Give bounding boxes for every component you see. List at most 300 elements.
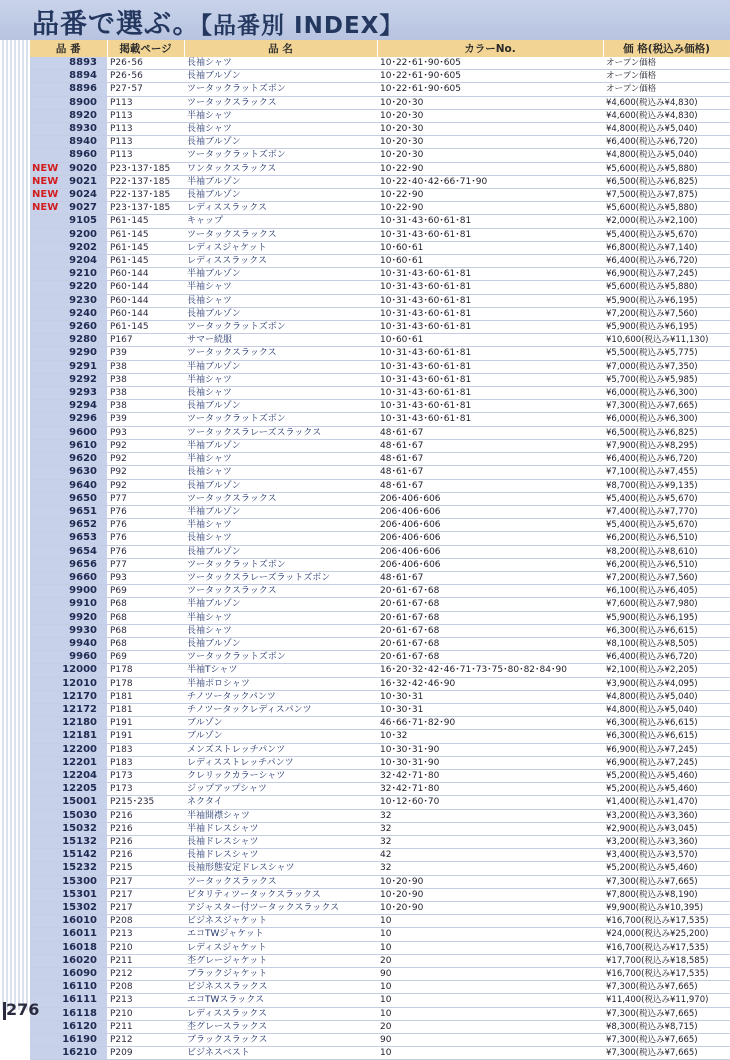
cell-price: ¥3,900(税込み¥4,095)	[603, 677, 730, 690]
cell-price: ¥16,700(税込み¥17,535)	[603, 968, 730, 981]
cell-price: ¥6,900(税込み¥7,245)	[603, 756, 730, 769]
product-number: 9024	[69, 189, 97, 201]
cell-price: ¥3,400(税込み¥3,570)	[603, 849, 730, 862]
cell-product-name: レディスジャケット	[184, 941, 377, 954]
cell-product-no	[30, 743, 107, 756]
cell-color-no: 16･32･42･46･90	[377, 677, 603, 690]
product-number: 9910	[69, 598, 97, 610]
cell-product-name: 半袖シャツ	[184, 611, 377, 624]
cell-price: ¥6,300(税込み¥6,615)	[603, 717, 730, 730]
product-number: 9640	[69, 479, 97, 491]
product-number: 15032	[62, 822, 97, 834]
cell-color-no: 206･406･606	[377, 532, 603, 545]
product-number: 9202	[69, 241, 97, 253]
column-header-product-no: 品 番	[30, 40, 107, 57]
product-number: 9260	[69, 321, 97, 333]
cell-color-no: 90	[377, 1034, 603, 1047]
table-row	[30, 690, 730, 703]
product-number: 8893	[69, 57, 97, 68]
left-stripe-band	[0, 40, 30, 1010]
product-number: 9652	[69, 519, 97, 531]
cell-product-name: 長袖ブルゾン	[184, 637, 377, 650]
table-row	[30, 730, 730, 743]
cell-price: ¥4,600(税込み¥4,830)	[603, 109, 730, 122]
table-row	[30, 466, 730, 479]
table-row	[30, 941, 730, 954]
cell-page: P178	[107, 664, 184, 677]
cell-color-no: 10	[377, 915, 603, 928]
cell-product-name: ツータックラットズボン	[184, 149, 377, 162]
cell-product-name: メンズストレッチパンツ	[184, 743, 377, 756]
table-row	[30, 413, 730, 426]
cell-product-no	[30, 769, 107, 782]
cell-color-no: 10･20･90	[377, 875, 603, 888]
table-row	[30, 202, 730, 215]
cell-product-no	[30, 255, 107, 268]
cell-product-no	[30, 664, 107, 677]
cell-page: P113	[107, 109, 184, 122]
product-number: 9200	[69, 228, 97, 240]
cell-product-no	[30, 703, 107, 716]
cell-color-no: 10･30･31	[377, 703, 603, 716]
table-row	[30, 307, 730, 320]
cell-price: ¥6,400(税込み¥6,720)	[603, 255, 730, 268]
cell-product-name: ビタリティツータックスラックス	[184, 888, 377, 901]
cell-price: ¥6,200(税込み¥6,510)	[603, 558, 730, 571]
cell-product-name: レディススラックス	[184, 202, 377, 215]
cell-color-no: 10･31･43･60･61･81	[377, 360, 603, 373]
product-number: 9290	[69, 347, 97, 359]
cell-product-name: 半袖シャツ	[184, 109, 377, 122]
cell-page: P22･137･185	[107, 189, 184, 202]
cell-product-no	[30, 1047, 107, 1060]
cell-product-no	[30, 558, 107, 571]
table-row	[30, 822, 730, 835]
cell-color-no: 10･31･43･60･61･81	[377, 347, 603, 360]
cell-product-no	[30, 373, 107, 386]
cell-product-no	[30, 189, 107, 202]
cell-page: P191	[107, 730, 184, 743]
table-row	[30, 624, 730, 637]
cell-price: ¥6,500(税込み¥6,825)	[603, 175, 730, 188]
table-row	[30, 255, 730, 268]
cell-product-no	[30, 360, 107, 373]
cell-product-name: 半袖Tシャツ	[184, 664, 377, 677]
product-number: 12170	[62, 690, 97, 702]
cell-product-name: チノツータックパンツ	[184, 690, 377, 703]
table-row	[30, 611, 730, 624]
cell-product-name: 長袖シャツ	[184, 57, 377, 70]
cell-product-name: 半袖ブルゾン	[184, 360, 377, 373]
cell-product-no	[30, 941, 107, 954]
cell-color-no: 10･31･43･60･61･81	[377, 321, 603, 334]
cell-price: ¥5,600(税込み¥5,880)	[603, 202, 730, 215]
cell-product-name: 長袖ブルゾン	[184, 307, 377, 320]
cell-page: P68	[107, 637, 184, 650]
cell-color-no: 48･61･67	[377, 479, 603, 492]
product-number: 9105	[69, 215, 97, 227]
cell-color-no: 10･22･61･90･605	[377, 83, 603, 96]
cell-page: P77	[107, 492, 184, 505]
cell-product-no	[30, 109, 107, 122]
table-row	[30, 888, 730, 901]
cell-product-name: ツータックスラックス	[184, 347, 377, 360]
page-header	[0, 0, 730, 40]
cell-price: オープン価格	[603, 83, 730, 96]
cell-price: ¥7,900(税込み¥8,295)	[603, 439, 730, 452]
cell-product-name: 半袖開襟シャツ	[184, 809, 377, 822]
cell-page: P92	[107, 479, 184, 492]
cell-price: ¥6,100(税込み¥6,405)	[603, 585, 730, 598]
cell-page: P76	[107, 532, 184, 545]
cell-price: ¥6,000(税込み¥6,300)	[603, 387, 730, 400]
cell-page: P38	[107, 387, 184, 400]
cell-price: ¥8,700(税込み¥9,135)	[603, 479, 730, 492]
cell-product-no	[30, 387, 107, 400]
table-row	[30, 651, 730, 664]
table-row	[30, 532, 730, 545]
cell-price: ¥7,300(税込み¥7,665)	[603, 1034, 730, 1047]
product-number: 9291	[69, 360, 97, 372]
cell-page: P211	[107, 954, 184, 967]
cell-product-name: ツータックスラックス	[184, 96, 377, 109]
product-number: 9660	[69, 571, 97, 583]
table-row	[30, 96, 730, 109]
cell-color-no: 10･22･40･42･66･71･90	[377, 175, 603, 188]
cell-price: ¥17,700(税込み¥18,585)	[603, 954, 730, 967]
title-subtitle: 【品番別 INDEX】	[200, 13, 404, 39]
cell-color-no: 10･31･43･60･61･81	[377, 413, 603, 426]
cell-product-name: ツータックラットズボン	[184, 651, 377, 664]
cell-page: P183	[107, 756, 184, 769]
cell-product-no	[30, 902, 107, 915]
cell-color-no: 48･61･67	[377, 426, 603, 439]
cell-product-no	[30, 888, 107, 901]
cell-product-name: レディススラックス	[184, 1007, 377, 1020]
cell-color-no: 10･31･43･60･61･81	[377, 307, 603, 320]
cell-price: ¥3,200(税込み¥3,360)	[603, 835, 730, 848]
product-number: 8960	[69, 149, 97, 161]
table-row	[30, 162, 730, 175]
cell-page: P23･137･185	[107, 162, 184, 175]
page-title	[32, 2, 403, 41]
cell-product-no	[30, 453, 107, 466]
cell-page: P178	[107, 677, 184, 690]
table-row	[30, 347, 730, 360]
cell-color-no: 10	[377, 1047, 603, 1060]
cell-product-no	[30, 624, 107, 637]
cell-color-no: 42	[377, 849, 603, 862]
cell-product-no	[30, 202, 107, 215]
cell-color-no: 10･31･43･60･61･81	[377, 268, 603, 281]
cell-product-no	[30, 162, 107, 175]
cell-product-no	[30, 849, 107, 862]
product-number: 15142	[62, 849, 97, 861]
product-number: 9620	[69, 453, 97, 465]
product-number: 9940	[69, 637, 97, 649]
cell-page: P77	[107, 558, 184, 571]
cell-product-no	[30, 149, 107, 162]
product-number: 9930	[69, 624, 97, 636]
cell-product-no	[30, 519, 107, 532]
cell-price: ¥7,300(税込み¥7,665)	[603, 1007, 730, 1020]
cell-product-name: サマー続服	[184, 334, 377, 347]
cell-price: ¥7,300(税込み¥7,665)	[603, 400, 730, 413]
cell-product-name: レディススラックス	[184, 255, 377, 268]
cell-color-no: 10･20･30	[377, 96, 603, 109]
cell-product-name: 半袖ブルゾン	[184, 439, 377, 452]
product-number: 15232	[62, 862, 97, 874]
product-number: 16190	[62, 1034, 97, 1046]
cell-page: P213	[107, 994, 184, 1007]
table-row	[30, 703, 730, 716]
cell-page: P38	[107, 373, 184, 386]
cell-price: ¥5,900(税込み¥6,195)	[603, 611, 730, 624]
cell-color-no: 206･406･606	[377, 492, 603, 505]
product-number: 8920	[69, 109, 97, 121]
cell-page: P92	[107, 439, 184, 452]
cell-page: P39	[107, 413, 184, 426]
cell-price: ¥7,800(税込み¥8,190)	[603, 888, 730, 901]
cell-product-no	[30, 611, 107, 624]
cell-product-name: 長袖ブルゾン	[184, 479, 377, 492]
table-body	[30, 57, 730, 1060]
cell-product-name: 半袖シャツ	[184, 519, 377, 532]
product-number: 12204	[62, 769, 97, 781]
cell-color-no: 10･60･61	[377, 255, 603, 268]
table-row	[30, 241, 730, 254]
table-row	[30, 862, 730, 875]
product-number: 9653	[69, 532, 97, 544]
product-number: 9900	[69, 585, 97, 597]
cell-color-no: 10･22･90	[377, 189, 603, 202]
table-row	[30, 968, 730, 981]
cell-product-no	[30, 968, 107, 981]
cell-color-no: 10	[377, 928, 603, 941]
cell-color-no: 10･31･43･60･61･81	[377, 400, 603, 413]
cell-page: P60･144	[107, 307, 184, 320]
table-row	[30, 585, 730, 598]
product-number: 8930	[69, 123, 97, 135]
cell-price: ¥11,400(税込み¥11,970)	[603, 994, 730, 1007]
cell-color-no: 20･61･67･68	[377, 585, 603, 598]
cell-page: P93	[107, 571, 184, 584]
cell-color-no: 10･30･31･90	[377, 743, 603, 756]
product-number: 16210	[62, 1047, 97, 1059]
cell-price: オープン価格	[603, 57, 730, 70]
cell-product-name: ブルゾン	[184, 717, 377, 730]
cell-price: ¥4,800(税込み¥5,040)	[603, 123, 730, 136]
cell-price: ¥16,700(税込み¥17,535)	[603, 915, 730, 928]
cell-page: P26･56	[107, 57, 184, 70]
cell-color-no: 10･22･61･90･605	[377, 70, 603, 83]
cell-product-no	[30, 307, 107, 320]
cell-price: ¥7,200(税込み¥7,560)	[603, 571, 730, 584]
product-number: 12010	[62, 677, 97, 689]
product-number: 9204	[69, 255, 97, 267]
cell-price: ¥16,700(税込み¥17,535)	[603, 941, 730, 954]
table-row	[30, 373, 730, 386]
cell-product-name: エコTWスラックス	[184, 994, 377, 1007]
cell-page: P23･137･185	[107, 202, 184, 215]
cell-page: P217	[107, 888, 184, 901]
cell-page: P76	[107, 505, 184, 518]
cell-product-name: ビジネススラックス	[184, 981, 377, 994]
cell-color-no: 20･61･67･68	[377, 637, 603, 650]
cell-price: ¥2,100(税込み¥2,205)	[603, 664, 730, 677]
table-row	[30, 769, 730, 782]
product-number: 12172	[62, 703, 97, 715]
cell-color-no: 10･31･43･60･61･81	[377, 281, 603, 294]
table-row	[30, 136, 730, 149]
product-number: 15302	[62, 902, 97, 913]
table-row	[30, 294, 730, 307]
cell-product-no	[30, 334, 107, 347]
cell-price: ¥7,500(税込み¥7,875)	[603, 189, 730, 202]
new-badge: NEW	[32, 189, 59, 201]
cell-product-no	[30, 268, 107, 281]
cell-product-name: ワンタックスラックス	[184, 162, 377, 175]
cell-page: P208	[107, 915, 184, 928]
table-row	[30, 426, 730, 439]
cell-product-name: ツータックラットズボン	[184, 83, 377, 96]
cell-page: P181	[107, 703, 184, 716]
cell-color-no: 20･61･67･68	[377, 624, 603, 637]
cell-page: P216	[107, 835, 184, 848]
table-row	[30, 268, 730, 281]
product-number: 9240	[69, 307, 97, 319]
product-number: 9656	[69, 558, 97, 570]
cell-color-no: 10･31･43･60･61･81	[377, 387, 603, 400]
cell-color-no: 206･406･606	[377, 519, 603, 532]
cell-page: P215･235	[107, 796, 184, 809]
cell-page: P68	[107, 598, 184, 611]
cell-product-name: ツータックスラックス	[184, 228, 377, 241]
cell-product-name: 長袖ブルゾン	[184, 136, 377, 149]
cell-page: P61･145	[107, 321, 184, 334]
cell-product-no	[30, 83, 107, 96]
column-header-page: 掲載ページ	[107, 40, 184, 57]
product-index-table	[30, 40, 730, 1060]
table-row	[30, 902, 730, 915]
cell-page: P27･57	[107, 83, 184, 96]
cell-page: P191	[107, 717, 184, 730]
cell-product-no	[30, 822, 107, 835]
table-row	[30, 783, 730, 796]
table-row	[30, 717, 730, 730]
cell-color-no: 20	[377, 1020, 603, 1033]
cell-page: P217	[107, 902, 184, 915]
table-row	[30, 1020, 730, 1033]
cell-color-no: 10･12･60･70	[377, 796, 603, 809]
cell-page: P113	[107, 136, 184, 149]
product-number: 9651	[69, 505, 97, 517]
cell-product-no	[30, 651, 107, 664]
cell-price: ¥5,200(税込み¥5,460)	[603, 783, 730, 796]
cell-product-name: 長袖シャツ	[184, 294, 377, 307]
cell-product-name: 長袖形態安定ドレスシャツ	[184, 862, 377, 875]
cell-product-name: ツータックラットズボン	[184, 321, 377, 334]
cell-price: ¥5,400(税込み¥5,670)	[603, 228, 730, 241]
product-number: 9230	[69, 294, 97, 306]
cell-product-no	[30, 915, 107, 928]
cell-page: P69	[107, 585, 184, 598]
cell-price: ¥1,400(税込み¥1,470)	[603, 796, 730, 809]
cell-product-name: 長袖ブルゾン	[184, 400, 377, 413]
cell-color-no: 10･31･43･60･61･81	[377, 228, 603, 241]
cell-product-no	[30, 835, 107, 848]
cell-page: P61･145	[107, 228, 184, 241]
cell-product-name: ツータックスラレーズラットズボン	[184, 571, 377, 584]
cell-price: ¥6,200(税込み¥6,510)	[603, 532, 730, 545]
cell-product-name: 長袖シャツ	[184, 624, 377, 637]
column-header-price: 価 格(税込み価格)	[603, 40, 730, 57]
cell-price: ¥6,400(税込み¥6,720)	[603, 651, 730, 664]
cell-product-name: 半袖ドレスシャツ	[184, 822, 377, 835]
cell-page: P167	[107, 334, 184, 347]
cell-product-no	[30, 70, 107, 83]
table-row	[30, 677, 730, 690]
cell-product-no	[30, 479, 107, 492]
cell-page: P68	[107, 624, 184, 637]
product-number: 12180	[62, 717, 97, 729]
cell-page: P183	[107, 743, 184, 756]
cell-product-no	[30, 994, 107, 1007]
cell-product-name: 長袖ドレスシャツ	[184, 835, 377, 848]
table-row	[30, 149, 730, 162]
product-number: 8940	[69, 136, 97, 148]
cell-color-no: 10･30･31･90	[377, 756, 603, 769]
cell-product-no	[30, 809, 107, 822]
table-row	[30, 175, 730, 188]
cell-product-name: 半袖ブルゾン	[184, 505, 377, 518]
product-number: 9960	[69, 651, 97, 663]
cell-price: ¥8,100(税込み¥8,505)	[603, 637, 730, 650]
product-number: 15300	[62, 875, 97, 887]
cell-page: P113	[107, 96, 184, 109]
cell-price: ¥6,500(税込み¥6,825)	[603, 426, 730, 439]
product-number: 9280	[69, 334, 97, 346]
cell-color-no: 206･406･606	[377, 545, 603, 558]
table-row	[30, 954, 730, 967]
product-number: 16020	[62, 954, 97, 966]
cell-product-name: キャップ	[184, 215, 377, 228]
cell-page: P113	[107, 123, 184, 136]
cell-product-no	[30, 783, 107, 796]
product-number: 9021	[69, 175, 97, 187]
cell-product-name: 長袖シャツ	[184, 532, 377, 545]
table-row	[30, 915, 730, 928]
cell-color-no: 90	[377, 968, 603, 981]
cell-page: P113	[107, 149, 184, 162]
cell-price: ¥4,800(税込み¥5,040)	[603, 149, 730, 162]
product-number: 9027	[69, 202, 97, 214]
cell-price: ¥5,400(税込み¥5,670)	[603, 492, 730, 505]
cell-color-no: 10	[377, 981, 603, 994]
cell-page: P60･144	[107, 281, 184, 294]
cell-price: ¥7,300(税込み¥7,665)	[603, 1047, 730, 1060]
new-badge: NEW	[32, 162, 59, 174]
table-row	[30, 492, 730, 505]
cell-product-name: 半袖ブルゾン	[184, 598, 377, 611]
cell-product-name: クレリックカラーシャツ	[184, 769, 377, 782]
cell-product-no	[30, 1034, 107, 1047]
cell-product-name: 長袖ブルゾン	[184, 70, 377, 83]
cell-product-name: 半袖シャツ	[184, 373, 377, 386]
cell-page: P61･145	[107, 215, 184, 228]
page-number: 276	[6, 1000, 40, 1019]
cell-page: P217	[107, 875, 184, 888]
